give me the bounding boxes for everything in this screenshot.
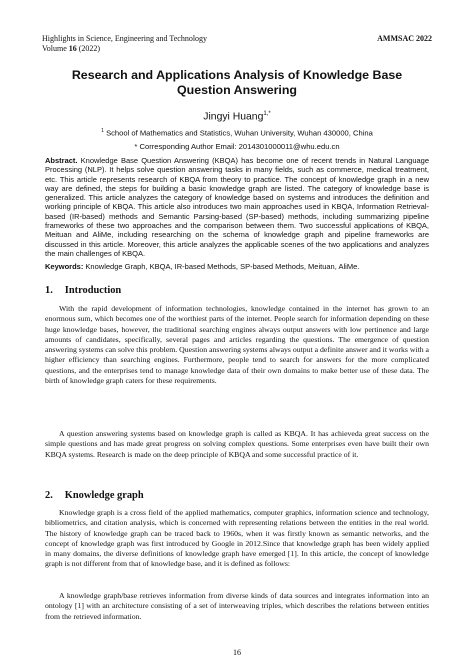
section-heading-knowledge-graph (45, 490, 144, 501)
abstract (45, 156, 429, 258)
author-name: Jingyi Huang (203, 111, 264, 123)
journal-name: Highlights in Science, Engineering and Technology (42, 34, 208, 43)
keywords-label: Keywords: (45, 262, 84, 271)
affiliation-line (0, 128, 474, 138)
section-title: Introduction (64, 285, 122, 296)
keywords (45, 262, 429, 271)
body-paragraph: Knowledge graph is a cross field of the applied mathematics, computer graphics, information science and technology, bibliometrics, and citation analysis, which is concerned with representing relations between the entities in the real world. The history of knowledge graph can be traced back to 1960s, when it was firstly known as semantic networks, and the concept of knowledge graph was first introduced by Google in 2012.Since that knowledge graph has been widely applied in many domains, the diverse definitions of knowledge graph have emerged [1]. In this article, the concept of knowledge graph is not different from that of knowledge base, and it is defined as follows: (45, 508, 429, 569)
paper-title: Research and Applications Analysis of Knowledge Base Question Answering (71, 68, 403, 97)
body-paragraph: With the rapid development of information technologies, knowledge contained in the internet has grown to an enormous sum, which becomes one of the worthiest parts of the internet. People search for information depending on these huge knowledge bases, however, the traditional searching engines always output answers with low pertinence and large amounts of candidates, specifically, several pages and articles regarding the questions. The emergence of question answering systems can solve this problem. Question answering systems always output a definite answer and it works with a higher efficiency than searching engines. Furthermore, people tend to search for answers for the more complicated questions, and the enterprises tend to manage knowledge data of their own domains to make better use of these data. The birth of knowledge graph caters for these requirements. (45, 304, 429, 386)
volume-number: 16 (68, 44, 77, 53)
author-line (0, 111, 474, 122)
affiliation-text: School of Mathematics and Statistics, Wuhan University, Wuhan 430000, China (103, 128, 373, 138)
corresponding-email: * Corresponding Author Email: 2014301000011@whu.edu.cn (134, 142, 340, 151)
abstract-label: Abstract. (45, 156, 78, 165)
affiliation-mark: 1 (101, 128, 104, 134)
conference-name: AMMSAC 2022 (377, 34, 432, 43)
section-heading-introduction (45, 285, 121, 296)
page-number: 16 (233, 648, 241, 657)
volume-year: (2022) (76, 44, 101, 53)
keywords-text: Knowledge Graph, KBQA, IR-based Methods, SP-based Methods, Meituan, AliMe. (83, 262, 360, 271)
body-paragraph: A question answering systems based on knowledge graph is called as KBQA. It has achieveda great success on the simple questions and has made great progress on solving complex questions. Some enterprises even have built their own KBQA systems. Research is made on the deep principle of KBQA and some successful practice of it. (45, 429, 429, 459)
volume-line (42, 44, 207, 54)
section-number: 2. (45, 490, 53, 501)
section-title: Knowledge graph (64, 490, 144, 501)
body-paragraph: A knowledge graph/base retrieves information from diverse kinds of data sources and integrates information into an ontology [1] with an architecture consisting of a set of interweaving triples, which describes the relations between entities from the retrieved information. (45, 591, 429, 621)
running-header-left (42, 34, 207, 54)
abstract-text: Knowledge Base Question Answering (KBQA) has become one of recent trends in Natural Language Processing (NLP). It helps solve question answering tasks in many fields, such as commerce, medical treatment, etc. This article represents research of KBQA from theory to practice. The concept of knowledge graph in a new way are defined, the steps for building a basic knowledge graph are listed. The category of knowledge base is generalized. This article analyzes the category of knowledge based on systems and introduces the definition and working principle of KBQA. This article also introduces two main approaches used in KBQA, Information Retrieval-based (IR-based) methods and Semantic Parsing-based (SP-based) methods, including summarizing pipeline frameworks of these two approaches and the comparison between them. Two successful applications of KBQA, Meituan and AliMe, including researching on the schema of knowledge graph and pipeline frameworks are discussed in this article. Moreover, this article analyzes the applicable scenes of the two applications and analyzes the main challenges of KBQA. (45, 156, 429, 258)
author-marks: 1,* (263, 111, 271, 117)
volume-label: Volume (42, 44, 69, 53)
section-number: 1. (45, 285, 53, 296)
